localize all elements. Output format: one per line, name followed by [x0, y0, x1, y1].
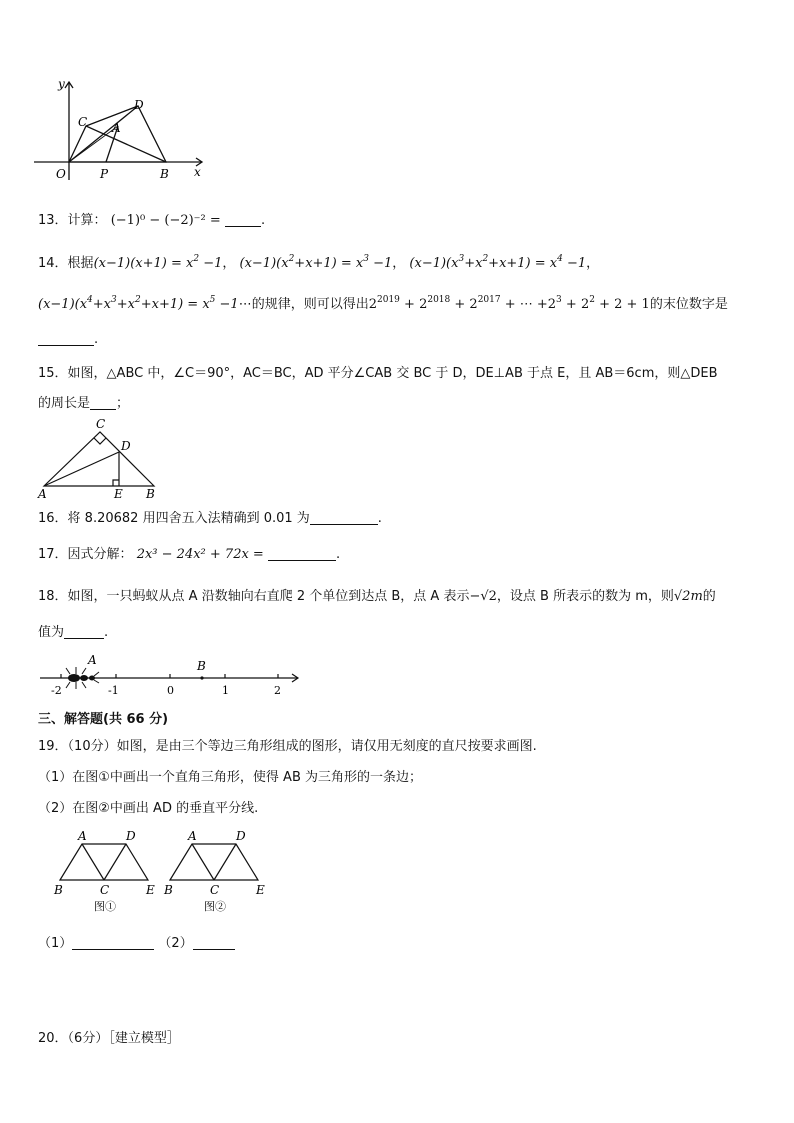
question-14-line3	[38, 330, 98, 350]
tick-label-1: 1	[222, 684, 229, 697]
label-x: x	[194, 165, 201, 179]
q17-expression: 2x³ − 24x² + 72x =	[136, 547, 264, 562]
q14-answer-blank[interactable]	[38, 331, 94, 346]
q17-number: 17．	[38, 547, 68, 562]
question-19-part2: （2）在图②中画出 AD 的垂直平分线.	[38, 801, 259, 816]
fig2-label-b: B	[164, 883, 173, 897]
q19-answer-2-blank[interactable]	[193, 935, 235, 950]
q13-end: .	[260, 213, 266, 228]
q19-answer-1-label: （1）	[38, 936, 73, 951]
question-20	[38, 1029, 180, 1049]
q15-label-d: D	[121, 439, 131, 453]
question-14-line2: $(x-1)(x^4+x^3+x^2+x+1) = x^5$ −1⋯的规律，则可以得出$2^{2019} + 2^{2018} + 2^{2017}$ + ⋯ $+2^3 + 2^2 + 2 + 1$的末位数字是	[38, 295, 728, 312]
ant-icon	[66, 667, 99, 689]
question-15	[38, 364, 718, 384]
fig2-label-a: A	[188, 829, 197, 843]
q19-number: 19．	[38, 739, 68, 754]
fig1-label-a: A	[78, 829, 87, 843]
q15-line2: 的周长是	[38, 396, 91, 411]
q16-answer-blank[interactable]	[310, 510, 378, 525]
q15-label-a: A	[38, 487, 47, 501]
question-19-part1: （1）在图①中画出一个直角三角形，使得 AB 为三角形的一条边；	[38, 770, 423, 785]
question-16	[38, 509, 382, 529]
q19-answer-1-blank[interactable]	[72, 935, 154, 950]
fig1-label-e: E	[146, 883, 155, 897]
fig2-label-e: E	[256, 883, 265, 897]
q18-expr-b: √2m	[673, 589, 703, 604]
q20-text: （6分）［建立模型］	[67, 1031, 180, 1046]
q13-expression: (−1)⁰ − (−2)⁻² =	[110, 213, 221, 228]
q18-line2: 值为	[38, 625, 65, 640]
question-14: 14．根据$(x-1)(x+1) = x^2 -1$， $(x-1)(x^2+x+1) = x^3 -1$， $(x-1)(x^3+x^2+x+1) = x^4 -1$，	[38, 254, 600, 271]
q19-answer-2-label: （2）	[158, 936, 193, 951]
q14-text2: 的规律，则可以得出	[251, 297, 369, 312]
fig2-label-c: C	[210, 883, 220, 897]
tick-label-2: 2	[274, 684, 281, 697]
q14-formula-2: $(x-1)(x^2+x+1) = x^3 -1$	[239, 254, 393, 271]
fig1-label-d: D	[126, 829, 136, 843]
q14-text1: 根据	[67, 256, 94, 271]
question-18	[38, 587, 716, 607]
number-line-figure	[36, 652, 306, 700]
q15-line1: 如图，△ABC 中，∠C＝90°，AC＝BC，AD 平分∠CAB 交 BC 于 D，DE⊥AB 于点 E，且 AB＝6cm，则△DEB	[67, 366, 718, 381]
tick-label-neg2: -2	[51, 684, 62, 697]
q20-number: 20．	[38, 1031, 68, 1046]
q14-number: 14．	[38, 256, 68, 271]
triangle-figure-1	[52, 828, 164, 918]
q14-formula-1: $(x-1)(x+1) = x^2 -1$	[93, 254, 223, 271]
q16-end: .	[377, 511, 382, 526]
section-3-title: 三、解答题(共 66 分)	[38, 712, 169, 727]
fig1-label-c: C	[100, 883, 110, 897]
label-c: C	[78, 115, 88, 129]
q13-answer-blank[interactable]	[225, 212, 261, 227]
fig2-label-d: D	[236, 829, 246, 843]
question-19	[38, 737, 537, 757]
coordinate-figure	[34, 76, 214, 186]
q14-sum: $2^{2019} + 2^{2018} + 2^{2017}$ + ⋯ $+2^3 + 2^2 + 2 + 1$	[368, 295, 650, 312]
q16-number: 16．	[38, 511, 68, 526]
label-d: D	[134, 98, 144, 112]
q14-text3: 的末位数字是	[649, 297, 728, 312]
q15-label-c: C	[96, 417, 106, 431]
q18-expr-a: −√2	[469, 589, 497, 604]
question-13	[38, 211, 265, 231]
q15-label-e: E	[114, 487, 123, 501]
q14-formula-3: $(x-1)(x^3+x^2+x+1) = x^4 -1$	[409, 254, 587, 271]
fig1-caption: 图①	[94, 900, 116, 913]
triangle-figure	[36, 416, 166, 504]
q15-label-b: B	[146, 487, 155, 501]
question-18-line2	[38, 623, 108, 643]
point-b-label: B	[197, 659, 206, 673]
fig1-label-b: B	[54, 883, 63, 897]
q17-text: 因式分解：	[67, 547, 133, 562]
q18-number: 18．	[38, 589, 68, 604]
q18-answer-blank[interactable]	[64, 624, 104, 639]
q18-text1: 如图，一只蚂蚁从点 A 沿数轴向右直爬 2 个单位到达点 B，点 A 表示	[67, 589, 470, 604]
q15-answer-blank[interactable]	[90, 395, 116, 410]
q18-text2: ，设点 B 所表示的数为 m，则	[496, 589, 674, 604]
tick-label-0: 0	[167, 684, 174, 697]
q15-number: 15．	[38, 366, 68, 381]
label-o: O	[56, 167, 66, 181]
question-17	[38, 545, 340, 565]
q14-formula-4: $(x-1)(x^4+x^3+x^2+x+1) = x^5 -1$	[38, 295, 239, 312]
label-y: y	[58, 77, 65, 91]
q19-line1: （10分）如图，是由三个等边三角形组成的图形，请仅用无刻度的直尺按要求画图.	[67, 739, 537, 754]
q16-text: 将 8.20682 用四舍五入法精确到 0.01 为	[67, 511, 310, 526]
q13-text: 计算：	[67, 213, 107, 228]
q17-end: .	[335, 547, 341, 562]
label-b: B	[160, 167, 169, 181]
label-p: P	[100, 167, 109, 181]
q18-end: .	[104, 625, 109, 640]
tick-label-neg1: -1	[108, 684, 119, 697]
q14-end: .	[94, 332, 99, 347]
q13-number: 13．	[38, 213, 68, 228]
question-15-line2	[38, 394, 129, 414]
fig2-caption: 图②	[204, 900, 226, 913]
q17-answer-blank[interactable]	[268, 546, 336, 561]
triangle-figure-2	[162, 828, 274, 918]
q18-text3: 的	[702, 589, 716, 604]
point-a-label: A	[88, 653, 97, 667]
label-a: A	[112, 121, 121, 135]
question-19-answers	[38, 934, 235, 954]
q15-end: ；	[116, 396, 130, 411]
